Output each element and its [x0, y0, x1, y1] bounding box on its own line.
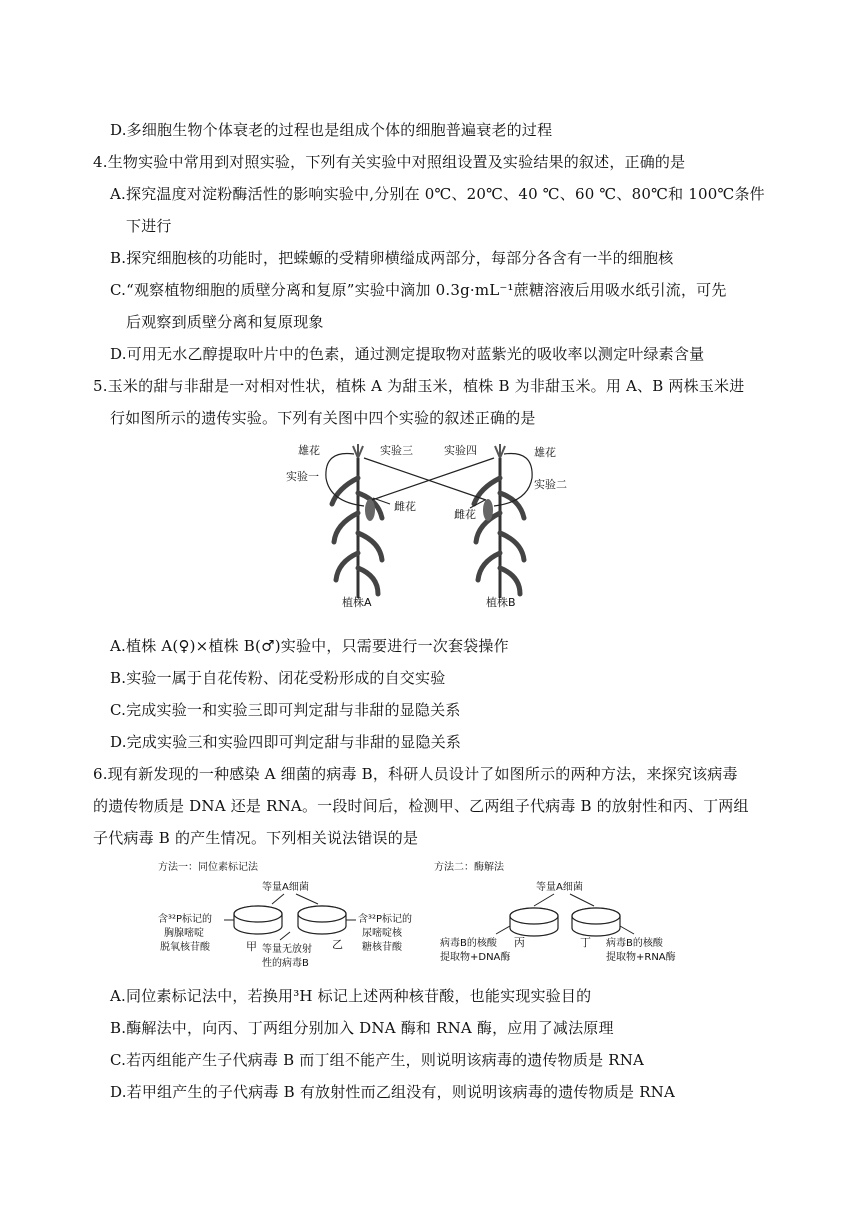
q5-option-b: B.实验一属于自花传粉、闭花受粉形成的自交实验	[110, 669, 446, 687]
method2-title: 方法二：酶解法	[434, 862, 504, 873]
q4-option-c-cont: 后观察到质壁分离和复原现象	[126, 313, 324, 331]
right-label-2: 尿嘧啶核	[362, 928, 402, 939]
left-label-2: 胸腺嘧啶	[164, 928, 204, 939]
right-label-3: 糖核苷酸	[362, 942, 402, 953]
bing-label: 丙	[514, 936, 525, 949]
q4-option-a: A.探究温度对淀粉酶活性的影响实验中,分别在 0℃、20℃、40 ℃、60 ℃、80℃和 100℃条件	[110, 185, 765, 203]
mid-label-2: 性的病毒B	[262, 958, 309, 969]
q5-stem-cont: 行如图所示的遗传实验。下列有关图中四个实验的叙述正确的是	[110, 409, 536, 427]
right-label-1: 含³²P标记的	[358, 914, 413, 925]
q6-stem-cont-1: 的遗传物质是 DNA 还是 RNA。一段时间后，检测甲、乙两组子代病毒 B 的放射性和丙、丁两组	[93, 797, 749, 815]
exp4-line	[372, 458, 494, 500]
exp1-label: 实验一	[286, 470, 319, 483]
q4-option-b: B.探究细胞核的功能时，把蝾螈的受精卵横缢成两部分，每部分各含有一半的细胞核	[110, 249, 674, 267]
q4-option-a-cont: 下进行	[126, 217, 172, 235]
q6-stem: 6.现有新发现的一种感染 A 细菌的病毒 B，科研人员设计了如图所示的两种方法，来探究该病毒	[93, 765, 738, 783]
bing-label-2: 提取物+DNA酶	[440, 952, 511, 963]
exp3-label: 实验三	[380, 444, 413, 457]
q3-option-d: D.多细胞生物个体衰老的过程也是组成个体的细胞普遍衰老的过程	[110, 121, 553, 139]
q5-stem: 5.玉米的甜与非甜是一对相对性状，植株 A 为甜玉米，植株 B 为非甜玉米。用 A、B 两株玉米进	[93, 377, 745, 395]
bacteria-a-label-2: 等量A细菌	[536, 882, 583, 893]
dish-bing	[510, 908, 558, 936]
female-flower-a-label: 雌花	[394, 500, 416, 513]
bing-label-1: 病毒B的核酸	[440, 938, 497, 949]
plant-b-drawing	[474, 444, 524, 598]
exp4-label: 实验四	[444, 444, 477, 457]
mid-label-1: 等量无放射	[262, 944, 312, 955]
bacteria-a-label-1: 等量A细菌	[262, 882, 309, 893]
q6-stem-cont-2: 子代病毒 B 的产生情况。下列相关说法错误的是	[93, 829, 419, 847]
q6-option-a: A.同位素标记法中，若换用³H 标记上述两种核苷酸，也能实现实验目的	[110, 987, 592, 1005]
plant-b-label: 植株B	[486, 596, 516, 609]
female-flower-b-label: 雌花	[454, 508, 476, 521]
methods-figure	[150, 856, 710, 972]
ding-label: 丁	[580, 936, 591, 949]
plant-a-drawing	[332, 444, 382, 598]
q4-option-d: D.可用无水乙醇提取叶片中的色素，通过测定提取物对蓝紫光的吸收率以测定叶绿素含量	[110, 345, 705, 363]
dish-jia	[234, 906, 282, 934]
exp3-line	[364, 458, 486, 500]
ding-label-1: 病毒B的核酸	[606, 938, 663, 949]
male-flower-a-label: 雄花	[298, 444, 320, 457]
left-label-1: 含³²P标记的	[158, 914, 213, 925]
yi-label: 乙	[332, 938, 343, 951]
plant-a-label: 植株A	[342, 596, 372, 609]
q6-option-d: D.若甲组产生的子代病毒 B 有放射性而乙组没有，则说明该病毒的遗传物质是 RNA	[110, 1083, 676, 1101]
q5-option-c: C.完成实验一和实验三即可判定甜与非甜的显隐关系	[110, 701, 461, 719]
q5-option-a: A.植株 A(♀)×植株 B(♂)实验中，只需要进行一次套袋操作	[110, 637, 509, 655]
ding-label-2: 提取物+RNA酶	[606, 952, 676, 963]
method1-title: 方法一：同位素标记法	[158, 862, 258, 873]
q6-option-c: C.若丙组能产生子代病毒 B 而丁组不能产生，则说明该病毒的遗传物质是 RNA	[110, 1051, 645, 1069]
left-label-3: 脱氧核苷酸	[160, 942, 210, 953]
q4-option-c: C.“观察植物细胞的质壁分离和复原”实验中滴加 0.3g·mL⁻¹蔗糖溶液后用吸水纸引流，可先	[110, 281, 727, 299]
jia-label: 甲	[246, 940, 257, 953]
dish-yi	[298, 906, 346, 934]
exp2-label: 实验二	[534, 478, 567, 491]
male-flower-b-label: 雄花	[534, 446, 556, 459]
corn-crossing-figure	[278, 438, 578, 618]
q5-option-d: D.完成实验三和实验四即可判定甜与非甜的显隐关系	[110, 733, 462, 751]
q4-stem: 4.生物实验中常用到对照实验，下列有关实验中对照组设置及实验结果的叙述，正确的是	[93, 153, 686, 171]
q6-option-b: B.酶解法中，向丙、丁两组分别加入 DNA 酶和 RNA 酶，应用了减法原理	[110, 1019, 614, 1037]
dish-ding	[572, 908, 620, 936]
